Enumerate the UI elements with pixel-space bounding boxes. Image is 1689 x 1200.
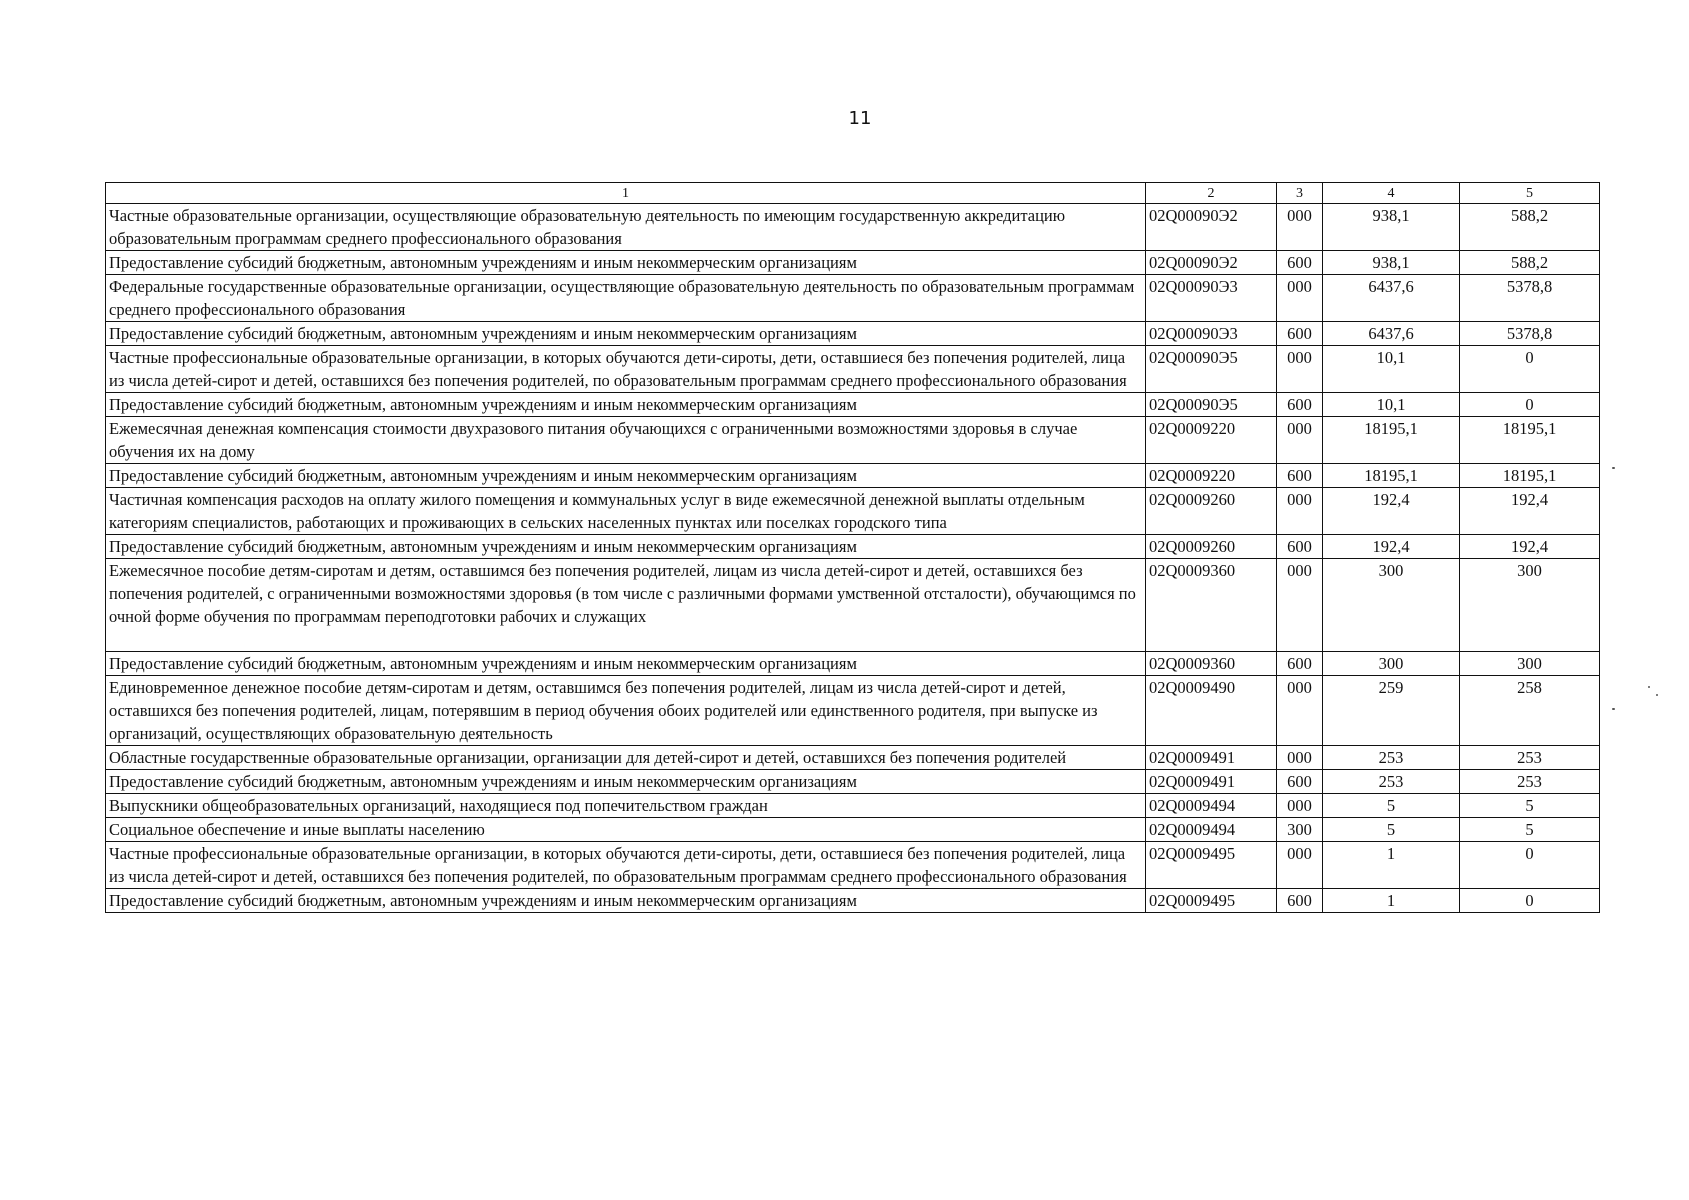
row-code-cell: 02Q0009494 [1146,818,1277,842]
row-code-cell: 02Q0009220 [1146,417,1277,464]
row-code-cell: 02Q0009490 [1146,676,1277,746]
row-code-cell: 02Q0009495 [1146,842,1277,889]
row-type-cell: 000 [1277,842,1323,889]
row-code-cell: 02Q00090Э3 [1146,322,1277,346]
row-type-cell: 000 [1277,346,1323,393]
row-name-cell: Социальное обеспечение и иные выплаты населению [106,818,1146,842]
row-value-5-cell: 5378,8 [1460,322,1600,346]
row-name-cell: Предоставление субсидий бюджетным, автономным учреждениям и иным некоммерческим организациям [106,889,1146,913]
scan-speck [1612,467,1615,469]
row-type-cell: 600 [1277,393,1323,417]
row-value-4-cell: 18195,1 [1323,417,1460,464]
row-value-4-cell: 1 [1323,842,1460,889]
row-code-cell: 02Q00090Э2 [1146,251,1277,275]
row-type-cell: 600 [1277,652,1323,676]
row-code-cell: 02Q0009491 [1146,770,1277,794]
row-name-cell: Выпускники общеобразовательных организаций, находящиеся под попечительством граждан [106,794,1146,818]
row-name-cell: Единовременное денежное пособие детям-сиротам и детям, оставшимся без попечения родителей, лицам из числа детей-сирот и детей, оставшихся без попечения родителей, лицам, потерявшим в период обучения обоих родителей или единственного родителя, при выпуске из организаций, осуществляющих образовательную деятельность [106,676,1146,746]
table-header [106,183,1600,204]
row-value-4-cell: 1 [1323,889,1460,913]
page-number: 11 [848,108,872,129]
row-code-cell: 02Q0009260 [1146,535,1277,559]
row-name-cell: Федеральные государственные образовательные организации, осуществляющие образовательную деятельность по образовательным программам среднего профессионального образования [106,275,1146,322]
table-row [106,652,1600,676]
scan-speck [1612,708,1615,710]
row-value-4-cell: 938,1 [1323,251,1460,275]
row-code-cell: 02Q00090Э5 [1146,393,1277,417]
scan-speck [1656,694,1658,696]
header-col-5: 5 [1460,183,1600,204]
row-name-cell: Предоставление субсидий бюджетным, автономным учреждениям и иным некоммерческим организациям [106,322,1146,346]
row-value-5-cell: 0 [1460,889,1600,913]
header-col-4: 4 [1323,183,1460,204]
row-value-4-cell: 10,1 [1323,393,1460,417]
row-type-cell: 600 [1277,251,1323,275]
row-value-4-cell: 253 [1323,746,1460,770]
row-code-cell: 02Q0009360 [1146,652,1277,676]
row-type-cell: 000 [1277,746,1323,770]
header-col-2: 2 [1146,183,1277,204]
row-type-cell: 600 [1277,770,1323,794]
row-value-5-cell: 0 [1460,346,1600,393]
table-row [106,417,1600,464]
row-code-cell: 02Q00090Э2 [1146,204,1277,251]
row-code-cell: 02Q00090Э5 [1146,346,1277,393]
header-row [106,183,1600,204]
row-value-5-cell: 258 [1460,676,1600,746]
table-row [106,204,1600,251]
row-name-cell: Предоставление субсидий бюджетным, автономным учреждениям и иным некоммерческим организациям [106,652,1146,676]
table-row [106,794,1600,818]
table-row [106,251,1600,275]
row-value-4-cell: 300 [1323,559,1460,652]
row-type-cell: 000 [1277,275,1323,322]
row-value-5-cell: 18195,1 [1460,417,1600,464]
row-name-cell: Областные государственные образовательные организации, организации для детей-сирот и детей, оставшихся без попечения родителей [106,746,1146,770]
table-row [106,818,1600,842]
table-row [106,322,1600,346]
row-name-cell: Ежемесячное пособие детям-сиротам и детям, оставшимся без попечения родителей, лицам из числа детей-сирот и детей, оставшихся без попечения родителей, с ограниченными возможностями здоровья (в том числе с различными формами умственной отсталости), обучающимся по очной форме обучения по программам переподготовки рабочих и служащих [106,559,1146,652]
row-value-5-cell: 588,2 [1460,204,1600,251]
row-code-cell: 02Q0009360 [1146,559,1277,652]
row-value-5-cell: 5 [1460,794,1600,818]
row-value-5-cell: 5378,8 [1460,275,1600,322]
row-value-4-cell: 10,1 [1323,346,1460,393]
row-type-cell: 000 [1277,559,1323,652]
row-value-5-cell: 18195,1 [1460,464,1600,488]
row-type-cell: 000 [1277,676,1323,746]
table-row [106,535,1600,559]
row-value-4-cell: 6437,6 [1323,275,1460,322]
header-col-1: 1 [106,183,1146,204]
table-row [106,488,1600,535]
row-value-5-cell: 0 [1460,842,1600,889]
row-value-5-cell: 588,2 [1460,251,1600,275]
row-value-4-cell: 192,4 [1323,488,1460,535]
row-type-cell: 600 [1277,535,1323,559]
row-value-4-cell: 259 [1323,676,1460,746]
row-value-4-cell: 938,1 [1323,204,1460,251]
row-value-4-cell: 18195,1 [1323,464,1460,488]
row-code-cell: 02Q0009220 [1146,464,1277,488]
row-type-cell: 600 [1277,322,1323,346]
budget-table [105,182,1600,913]
table-row [106,464,1600,488]
table-row [106,559,1600,652]
row-value-5-cell: 300 [1460,559,1600,652]
row-value-5-cell: 192,4 [1460,535,1600,559]
table-body [106,204,1600,913]
table-row [106,676,1600,746]
row-value-4-cell: 6437,6 [1323,322,1460,346]
row-name-cell: Ежемесячная денежная компенсация стоимости двухразового питания обучающихся с ограниченными возможностями здоровья в случае обучения их на дому [106,417,1146,464]
row-value-4-cell: 300 [1323,652,1460,676]
row-name-cell: Предоставление субсидий бюджетным, автономным учреждениям и иным некоммерческим организациям [106,770,1146,794]
table-row [106,889,1600,913]
row-name-cell: Частные профессиональные образовательные организации, в которых обучаются дети-сироты, дети, оставшиеся без попечения родителей, лица из числа детей-сирот и детей, оставшихся без попечения родителей, по образовательным программам среднего профессионального образования [106,346,1146,393]
row-value-5-cell: 5 [1460,818,1600,842]
row-value-4-cell: 5 [1323,818,1460,842]
row-value-5-cell: 253 [1460,770,1600,794]
row-type-cell: 600 [1277,464,1323,488]
row-type-cell: 000 [1277,488,1323,535]
row-name-cell: Предоставление субсидий бюджетным, автономным учреждениям и иным некоммерческим организациям [106,464,1146,488]
row-code-cell: 02Q0009260 [1146,488,1277,535]
row-value-5-cell: 300 [1460,652,1600,676]
row-value-5-cell: 0 [1460,393,1600,417]
row-code-cell: 02Q0009494 [1146,794,1277,818]
table-row [106,842,1600,889]
row-type-cell: 000 [1277,794,1323,818]
table-row [106,393,1600,417]
row-value-5-cell: 192,4 [1460,488,1600,535]
row-name-cell: Частные профессиональные образовательные организации, в которых обучаются дети-сироты, дети, оставшиеся без попечения родителей, лица из числа детей-сирот и детей, оставшихся без попечения родителей, по образовательным программам среднего профессионального образования [106,842,1146,889]
row-name-cell: Частичная компенсация расходов на оплату жилого помещения и коммунальных услуг в виде ежемесячной денежной выплаты отдельным категориям специалистов, работающих и проживающих в сельских населенных пунктах или поселках городского типа [106,488,1146,535]
row-type-cell: 600 [1277,889,1323,913]
header-col-3: 3 [1277,183,1323,204]
row-type-cell: 000 [1277,417,1323,464]
row-value-4-cell: 5 [1323,794,1460,818]
row-type-cell: 000 [1277,204,1323,251]
row-value-5-cell: 253 [1460,746,1600,770]
table-row [106,746,1600,770]
row-code-cell: 02Q0009495 [1146,889,1277,913]
row-code-cell: 02Q0009491 [1146,746,1277,770]
row-type-cell: 300 [1277,818,1323,842]
row-name-cell: Предоставление субсидий бюджетным, автономным учреждениям и иным некоммерческим организациям [106,535,1146,559]
row-name-cell: Предоставление субсидий бюджетным, автономным учреждениям и иным некоммерческим организациям [106,393,1146,417]
row-name-cell: Предоставление субсидий бюджетным, автономным учреждениям и иным некоммерческим организациям [106,251,1146,275]
table-row [106,346,1600,393]
table-row [106,275,1600,322]
scan-speck [1648,686,1650,688]
table-row [106,770,1600,794]
row-value-4-cell: 192,4 [1323,535,1460,559]
row-value-4-cell: 253 [1323,770,1460,794]
row-name-cell: Частные образовательные организации, осуществляющие образовательную деятельность по имеющим государственную аккредитацию образовательным программам среднего профессионального образования [106,204,1146,251]
row-code-cell: 02Q00090Э3 [1146,275,1277,322]
